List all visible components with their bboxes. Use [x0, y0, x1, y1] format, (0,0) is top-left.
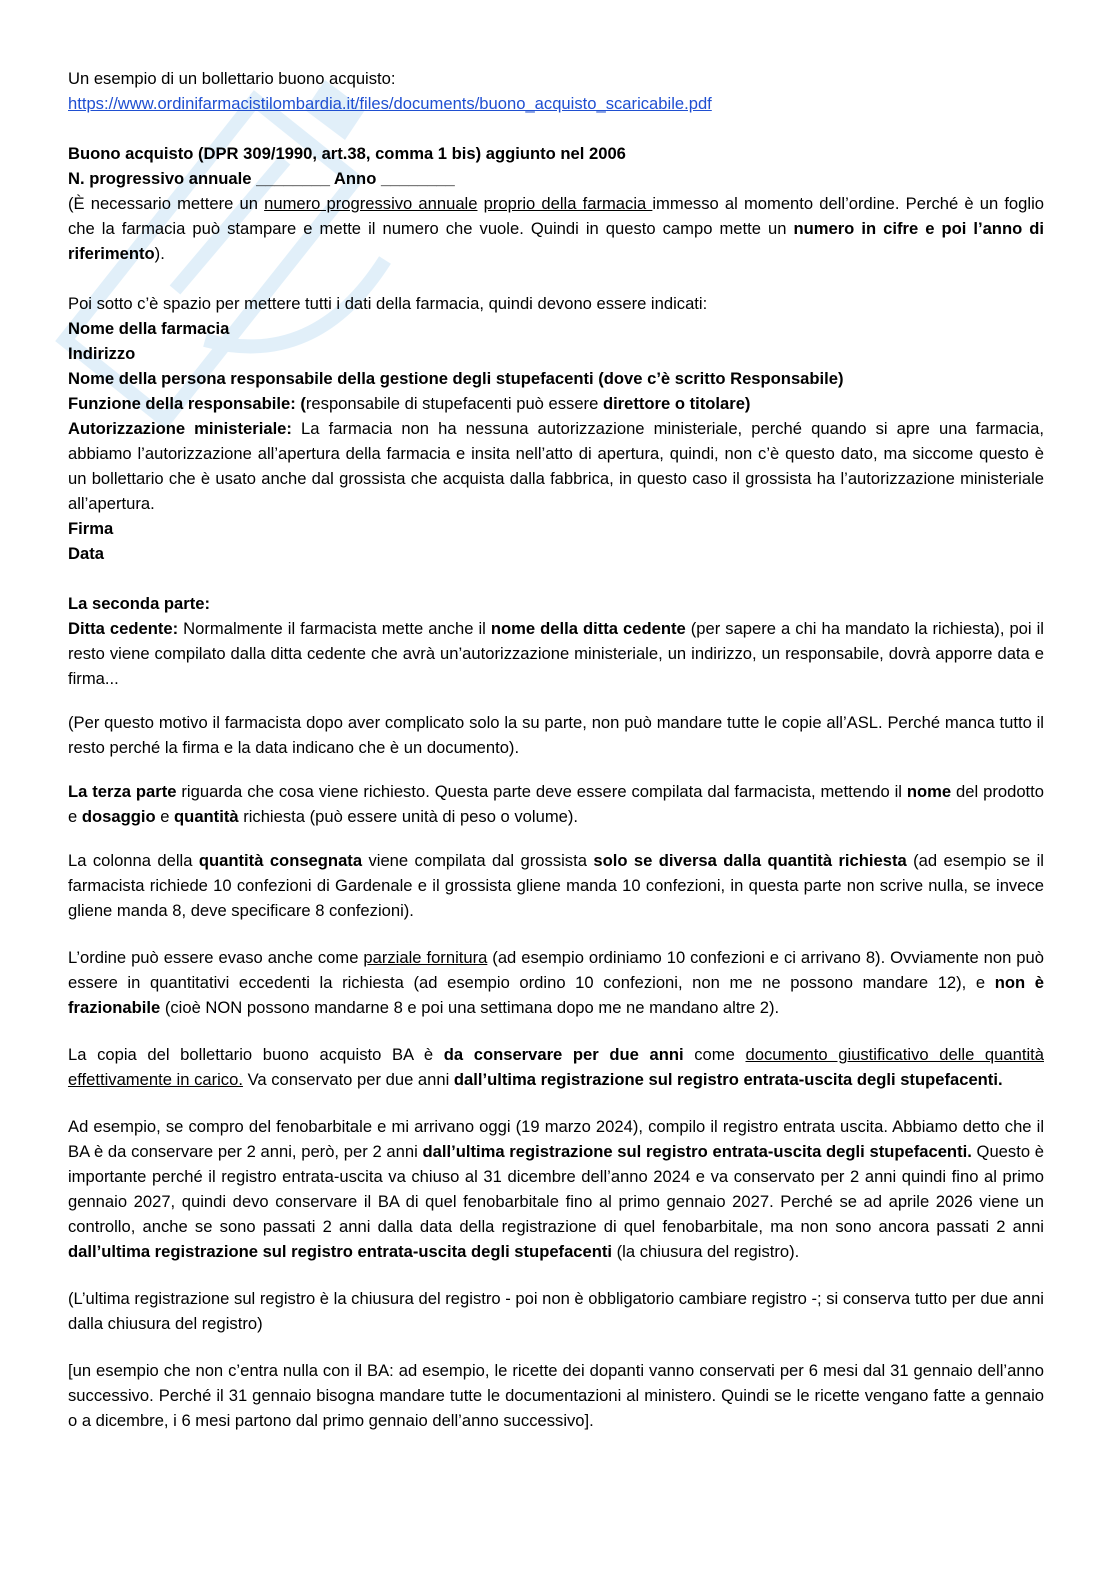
- seconda-parte-heading: La seconda parte:: [68, 594, 211, 613]
- field-firma: Firma: [68, 519, 114, 538]
- paragraph-dopanti: [un esempio che non c’entra nulla con il BA: ad esempio, le ricette dei dopanti vanno conservati per 6 mesi dal 31 gennaio dell’anno successivo. Perché il 31 gennaio bisogna mandare tutte le documentazioni al ministero. Quindi se le ricette vengano fatte a gennaio o a dicembre, i 6 mesi partono dal primo gennaio dell’anno successivo].: [68, 1361, 1044, 1430]
- field-indirizzo: Indirizzo: [68, 344, 136, 363]
- dati-farmacia-intro: Poi sotto c’è spazio per mettere tutti i dati della farmacia, quindi devono essere indicati:: [68, 294, 708, 313]
- paragraph-chiusura-registro: (L’ultima registrazione sul registro è la chiusura del registro - poi non è obbligatorio cambiare registro -; si conserva tutto per due anni dalla chiusura del registro): [68, 1289, 1044, 1333]
- paragraph-terza-parte: La terza parte riguarda che cosa viene richiesto. Questa parte deve essere compilata dal farmacista, mettendo il nome del prodotto e dosaggio e quantità richiesta (può essere unità di peso o volume).: [68, 782, 1044, 826]
- field-funzione: Funzione della responsabile: (responsabile di stupefacenti può essere direttore o titolare): [68, 394, 751, 413]
- intro-line: Un esempio di un bollettario buono acquisto:: [68, 69, 396, 88]
- field-nome-farmacia: Nome della farmacia: [68, 319, 230, 338]
- document-page: [68, 66, 1044, 1433]
- paragraph-esempio-fenobarbitale: Ad esempio, se compro del fenobarbitale e mi arrivano oggi (19 marzo 2024), compilo il registro entrata uscita. Abbiamo detto che il BA è da conservare per 2 anni, però, per 2 anni dall’ultima registrazione sul registro entrata-uscita degli stupefacenti. Questo è importante perché il registro entrata-uscita va chiuso al 31 dicembre dell’anno 2024 e va conservato per 2 anni quindi fino al primo gennaio 2027, quindi devo conservare il BA di quel fenobarbitale fino al primo gennaio 2027. Perché se ad aprile 2026 viene un controllo, anche se sono passati 2 anni dalla data della registrazione di quel fenobarbitale, ma non sono ancora passati 2 anni dall’ultima registrazione sul registro entrata-uscita degli stupefacenti (la chiusura del registro).: [68, 1117, 1044, 1261]
- paragraph-quantita-consegnata: La colonna della quantità consegnata viene compilata dal grossista solo se diversa dalla quantità richiesta (ad esempio se il farmacista richiede 10 confezioni di Gardenale e il grossista gliene manda 10 confezioni, in questa parte non scrive nulla, se invece gliene manda 8, deve specificare 8 confezioni).: [68, 851, 1044, 920]
- field-data: Data: [68, 544, 104, 563]
- paragraph-parziale-fornitura: L’ordine può essere evaso anche come parziale fornitura (ad esempio ordiniamo 10 confezioni e ci arrivano 8). Ovviamente non può essere in quantitativi eccedenti la richiesta (ad esempio ordino 10 confezioni, non me ne possono mandare 12), e non è frazionabile (cioè NON possono mandarne 8 e poi una settimana dopo me ne mandano altre 2).: [68, 948, 1045, 1017]
- progressive-number-line: N. progressivo annuale ________ Anno ________: [68, 169, 455, 188]
- field-autorizzazione: Autorizzazione ministeriale: La farmacia non ha nessuna autorizzazione ministeriale, perché quando si apre una farmacia, abbiamo l’autorizzazione all’apertura della farmacia e insita nell’atto di apertura, quindi, non c’è questo dato, ma siccome questo è un bollettario che è usato anche dal grossista che acquista dalla fabbrica, in questo caso il grossista ha l’autorizzazione ministeriale all’apertura.: [68, 419, 1045, 513]
- buono-acquisto-link[interactable]: https://www.ordinifarmacistilombardia.it/files/documents/buono_acquisto_scaricabile.pdf: [68, 94, 712, 113]
- field-persona-responsabile: Nome della persona responsabile della gestione degli stupefacenti (dove c’è scritto Responsabile): [68, 369, 844, 388]
- paragraph-ditta-cedente: Ditta cedente: Normalmente il farmacista mette anche il nome della ditta cedente (per sapere a chi ha mandato la richiesta), poi il resto viene compilato dalla ditta cedente che avrà un’autorizzazione ministeriale, un indirizzo, un responsabile, dovrà apporre data e firma...: [68, 619, 1044, 688]
- paragraph-progressivo: (È necessario mettere un numero progressivo annuale proprio della farmacia immesso al momento dell’ordine. Perché è un foglio che la farmacia può stampare e mette il numero che vuole. Quindi in questo campo mette un numero in cifre e poi l’anno di riferimento).: [68, 194, 1044, 263]
- paragraph-conservazione: La copia del bollettario buono acquisto BA è da conservare per due anni come documento giustificativo delle quantità effettivamente in carico. Va conservato per due anni dall’ultima registrazione sul registro entrata-uscita degli stupefacenti.: [68, 1045, 1044, 1089]
- paragraph-note-asl: (Per questo motivo il farmacista dopo aver complicato solo la su parte, non può mandare tutte le copie all’ASL. Perché manca tutto il resto perché la firma e la data indicano che è un documento).: [68, 713, 1044, 757]
- section-heading: Buono acquisto (DPR 309/1990, art.38, comma 1 bis) aggiunto nel 2006: [68, 144, 626, 163]
